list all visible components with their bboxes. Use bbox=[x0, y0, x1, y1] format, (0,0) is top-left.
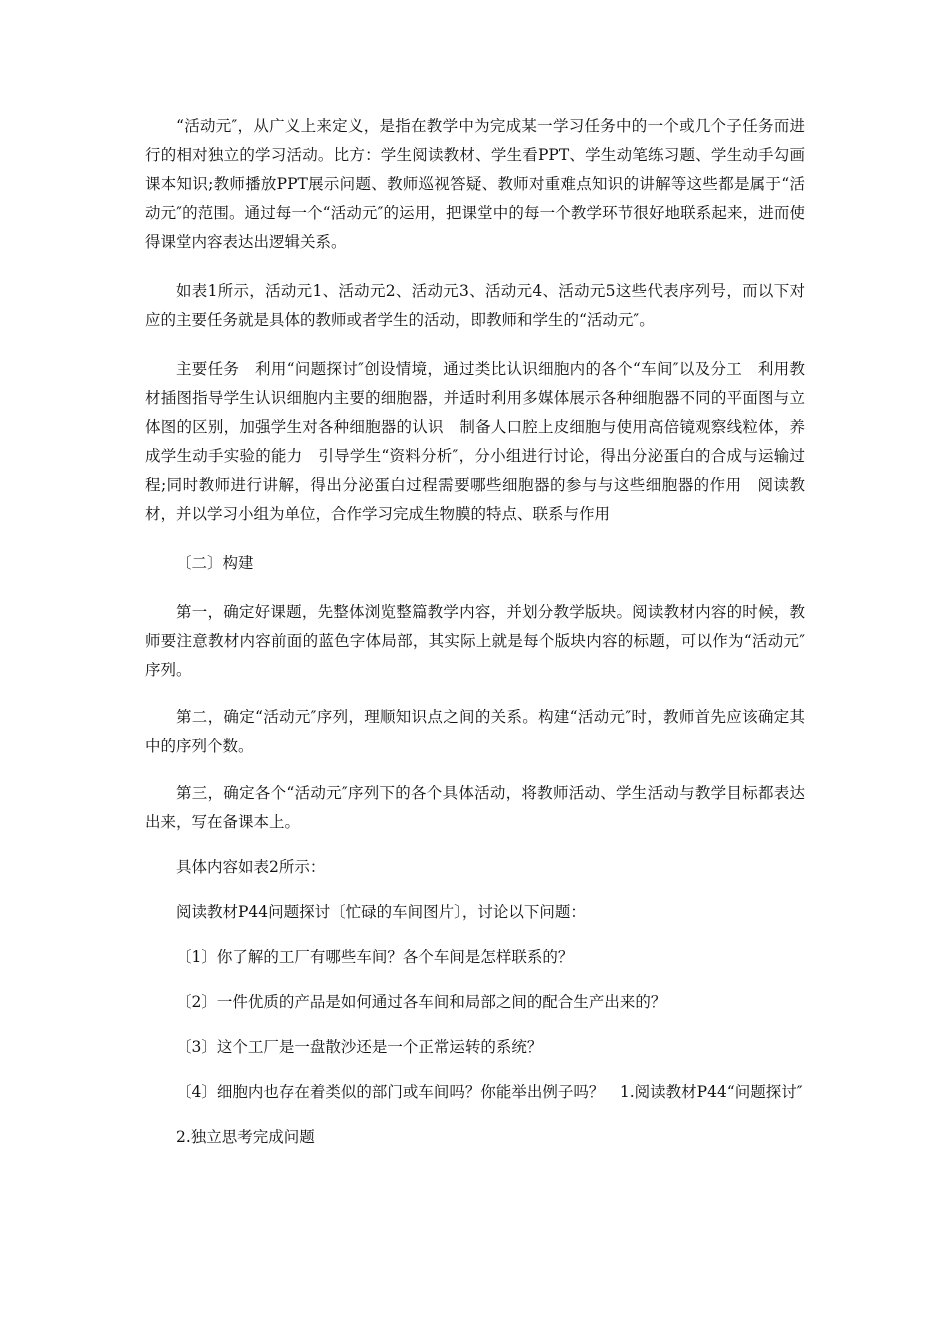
question-item-4: 〔4〕细胞内也存在着类似的部门或车间吗？你能举出例子吗？ 1.阅读教材P44“问题探讨″ bbox=[176, 1083, 803, 1101]
student-activity-2: 2.独立思考完成问题 bbox=[176, 1128, 315, 1146]
question-item-1: 〔1〕你了解的工厂有哪些车间？各个车间是怎样联系的？ bbox=[176, 948, 574, 966]
question-item-2: 〔2〕一件优质的产品是如何通过各车间和局部之间的配合生产出来的？ bbox=[176, 993, 667, 1011]
paragraph-table1-intro: 如表1所示，活动元1、活动元2、活动元3、活动元4、活动元5这些代表序列号，而以下对应的主要任务就是具体的教师或者学生的活动，即教师和学生的“活动元″。 bbox=[145, 282, 805, 329]
section-heading-construct: 〔二〕构建 bbox=[176, 554, 254, 572]
paragraph-reading-task: 阅读教材P44问题探讨〔忙碌的车间图片〕，讨论以下问题： bbox=[176, 903, 586, 921]
paragraph-step-first: 第一，确定好课题，先整体浏览整篇教学内容，并划分教学版块。阅读教材内容的时候，教师要注意教材内容前面的蓝色字体局部，其实际上就是每个版块内容的标题，可以作为“活动元″序列。 bbox=[145, 603, 805, 679]
document-page bbox=[145, 112, 805, 1152]
paragraph-step-second: 第二，确定“活动元″序列，理顺知识点之间的关系。构建“活动元″时，教师首先应该确定其中的序列个数。 bbox=[145, 708, 805, 755]
paragraph-main-tasks: 主要任务 利用“问题探讨″创设情境，通过类比认识细胞内的各个“车间″以及分工 利用教材插图指导学生认识细胞内主要的细胞器，并适时利用多媒体展示各种细胞器不同的平面图与立体图的区别，加强学生对各种细胞器的认识 制备人口腔上皮细胞与使用高倍镜观察线粒体，养成学生动手实验的能力 引导学生“资料分析″，分小组进行讨论，得出分泌蛋白的合成与运输过程;同时教师进行讲解，得出分泌蛋白过程需要哪些细胞器的参与与这些细胞器的作用 阅读教材，并以学习小组为单位，合作学习完成生物膜的特点、联系与作用 bbox=[145, 360, 805, 523]
paragraph-step-third: 第三，确定各个“活动元″序列下的各个具体活动，将教师活动、学生活动与教学目标都表达出来，写在备课本上。 bbox=[145, 784, 805, 831]
paragraph-definition: “活动元″，从广义上来定义，是指在教学中为完成某一学习任务中的一个或几个子任务而进行的相对独立的学习活动。比方：学生阅读教材、学生看PPT、学生动笔练习题、学生动手勾画课本知识;教师播放PPT展示问题、教师巡视答疑、教师对重难点知识的讲解等这些都是属于“活动元″的范围。通过每一个“活动元″的运用，把课堂中的每一个教学环节很好地联系起来，进而使得课堂内容表达出逻辑关系。 bbox=[145, 117, 805, 251]
question-item-3: 〔3〕这个工厂是一盘散沙还是一个正常运转的系统？ bbox=[176, 1038, 543, 1056]
paragraph-table2-intro: 具体内容如表2所示： bbox=[176, 858, 326, 876]
